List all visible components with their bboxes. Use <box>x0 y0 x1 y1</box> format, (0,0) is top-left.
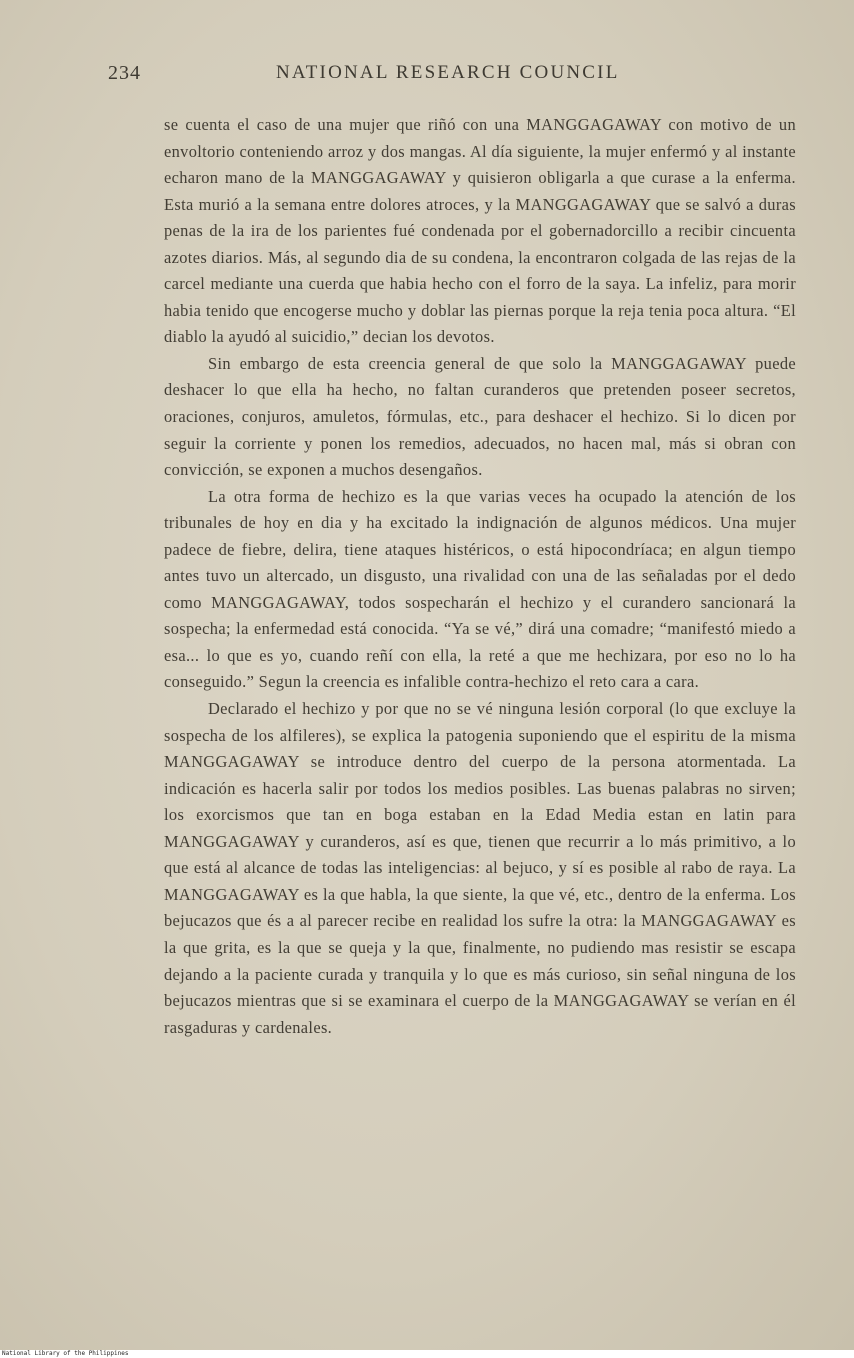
footer-strip <box>0 1350 854 1358</box>
page-number: 234 <box>108 62 141 84</box>
paragraph: se cuenta el caso de una mujer que riñó con una MANGGAGAWAY con motivo de un envoltorio conteniendo arroz y dos mangas. Al día siguiente, la mujer enfermó y al instante echaron mano de la MANGGAGAWAY y quisieron obligarla a que curase a la enferma. Esta murió a la semana entre dolores atroces, y la MANGGAGAWAY que se salvó a duras penas de la ira de los parientes fué condenada por el gobernadorcillo a recibir cincuenta azotes diarios. Más, al segundo dia de su condena, la encontraron colgada de las rejas de la carcel mediante una cuerda que habia hecho con el forro de la saya. La infeliz, para morir habia tenido que encogerse mucho y doblar las piernas porque la reja tenia poca altura. “El diablo la ayudó al suicidio,” decian los devotos. <box>164 115 796 347</box>
page-header <box>108 62 628 92</box>
running-title: NATIONAL RESEARCH COUNCIL <box>276 62 620 83</box>
paragraph: Sin embargo de esta creencia general de que solo la MANGGAGAWAY puede deshacer lo que ella ha hecho, no faltan curanderos que pretenden poseer secretos, oraciones, conjuros, amuletos, fórmulas, etc., para deshacer el hechizo. Si lo dicen por seguir la corriente y ponen los remedios, adecuados, no hacen mal, más si obran con convicción, se exponen a muchos desengaños. <box>164 353 796 480</box>
paragraph: Declarado el hechizo y por que no se vé ninguna lesión corporal (lo que excluye la sospecha de los alfileres), se explica la patogenia suponiendo que el espiritu de la misma MANGGAGAWAY se introduce dentro del cuerpo de la persona atormentada. La indicación es hacerla salir por todos los medios posibles. Las buenas palabras no sirven; los exorcismos que tan en boga estaban en la Edad Media estan en latin para MANGGAGAWAY y curanderos, así es que, tienen que recurrir a lo más primitivo, a lo que está al alcance de todas las inteligencias: al bejuco, y sí es posible al rabo de raya. La MANGGAGAWAY es la que habla, la que siente, la que vé, etc., dentro de la enferma. Los bejucazos que és a al parecer recibe en realidad los sufre la otra: la MANGGAGAWAY es la que grita, es la que se queja y la que, finalmente, no pudiendo mas resistir se escapa dejando a la paciente curada y tranquila y lo que es más curioso, sin señal ninguna de los bejucazos mientras que si se examinara el cuerpo de la MANGGAGAWAY se verían en él rasgaduras y cardenales. <box>164 699 796 1037</box>
library-attribution: National Library of the Philippines <box>2 1350 129 1357</box>
paragraph: La otra forma de hechizo es la que varias veces ha ocupado la atención de los tribunales de hoy en dia y ha excitado la indignación de algunos médicos. Una mujer padece de fiebre, delira, tiene ataques histéricos, o está hipocondríaca; en algun tiempo antes tuvo un altercado, un disgusto, una rivalidad con una de las señaladas por el dedo como MANGGAGAWAY, todos sospecharán el hechizo y el curandero sancionará la sospecha; la enfermedad está conocida. “Ya se vé,” dirá una comadre; “manifestó miedo a esa... lo que es yo, cuando reñí con ella, la reté a que me hechizara, por eso no lo ha conseguido.” Segun la creencia es infalible contra-hechizo el reto cara a cara. <box>164 486 796 692</box>
body-text <box>164 112 796 1041</box>
